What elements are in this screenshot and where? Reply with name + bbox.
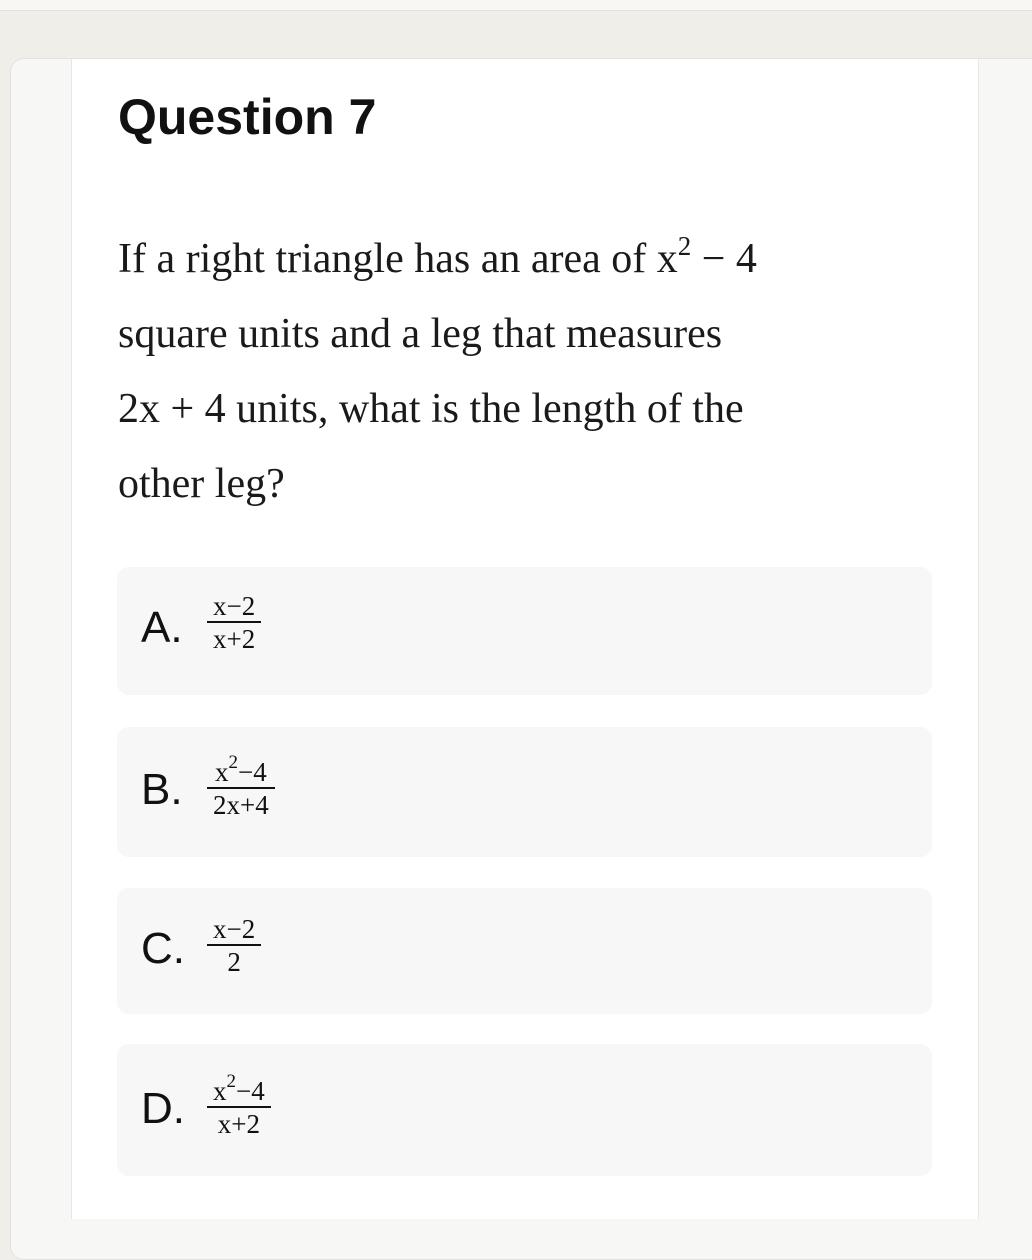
fraction-numerator: $x^2-4$ (215, 752, 267, 787)
option-b-fraction (207, 752, 275, 821)
option-b[interactable] (117, 727, 932, 857)
option-letter: D. (141, 1084, 185, 1133)
option-d[interactable] (117, 1044, 932, 1176)
question-line-1-tail: − 4 (691, 236, 757, 282)
fraction-denominator: 2 (227, 947, 241, 977)
fraction-numerator: $x^2-4$ (213, 1071, 265, 1106)
question-title: Question 7 (118, 89, 377, 145)
exponent: 2 (677, 231, 692, 261)
option-c-fraction (207, 914, 261, 978)
option-letter: C. (141, 924, 185, 973)
option-c[interactable] (117, 888, 932, 1014)
question-line-4: other leg? (118, 461, 285, 507)
question-card (71, 59, 979, 1219)
top-strip (0, 0, 1032, 11)
option-letter: B. (141, 765, 183, 814)
question-text (118, 222, 878, 522)
option-a[interactable] (117, 567, 932, 695)
question-line-1 (118, 222, 878, 297)
fraction-denominator: 2x+4 (213, 790, 269, 820)
fraction-denominator: x+2 (217, 1109, 260, 1139)
option-d-fraction (207, 1071, 271, 1140)
option-letter: A. (141, 603, 183, 652)
fraction-numerator: x−2 (213, 914, 256, 944)
question-line-3: 2x + 4 units, what is the length of the (118, 386, 744, 432)
question-line-1-text: If a right triangle has an area of x (118, 236, 678, 282)
question-line-2: square units and a leg that measures (118, 311, 723, 357)
fraction-numerator: x−2 (213, 591, 256, 621)
option-a-fraction (207, 591, 261, 655)
fraction-denominator: x+2 (213, 624, 256, 654)
